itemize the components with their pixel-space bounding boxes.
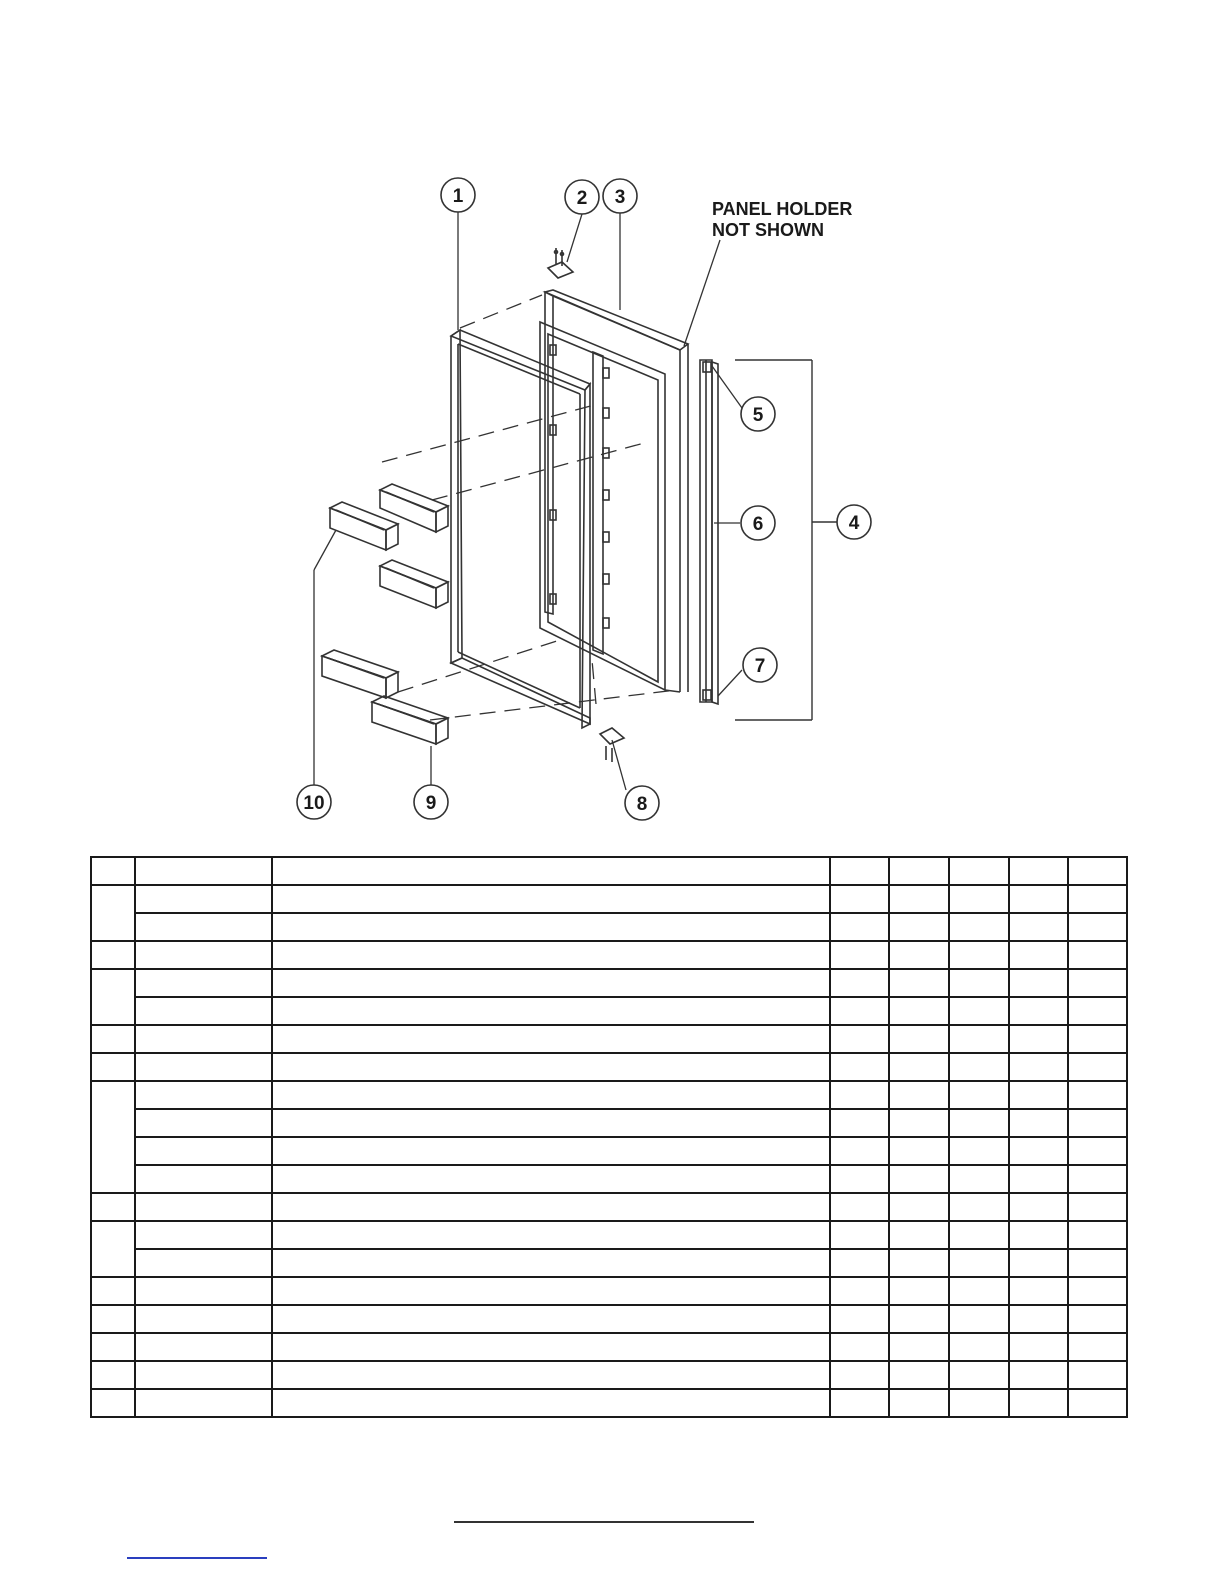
callout-label-10: 10 (303, 793, 325, 814)
table-cell (1068, 885, 1127, 913)
table-cell (1009, 1389, 1068, 1417)
table-cell (272, 997, 830, 1025)
callout-label-1: 1 (452, 186, 464, 207)
bottom-hinge (600, 728, 624, 762)
table-cell (889, 1193, 949, 1221)
table-cell (949, 1333, 1009, 1361)
top-hinge (548, 248, 573, 278)
table-cell (135, 969, 272, 997)
table-header-cell (1009, 857, 1068, 885)
table-cell (1068, 913, 1127, 941)
table-cell (949, 913, 1009, 941)
table-cell (830, 1137, 889, 1165)
table-cell-item-number (91, 941, 135, 969)
table-cell (949, 1025, 1009, 1053)
table-cell (830, 1193, 889, 1221)
table-row (91, 997, 1127, 1025)
parts-list-table (90, 856, 1128, 1418)
table-cell (889, 1221, 949, 1249)
table-cell (135, 1277, 272, 1305)
table-cell (949, 1081, 1009, 1109)
table-cell (1009, 1165, 1068, 1193)
table-cell (889, 1361, 949, 1389)
table-cell (272, 1361, 830, 1389)
table-cell (1009, 997, 1068, 1025)
callout-label-6: 6 (752, 514, 764, 535)
table-cell (272, 1109, 830, 1137)
table-cell (1068, 1025, 1127, 1053)
door-bin-middle (380, 560, 448, 608)
table-row (91, 1025, 1127, 1053)
callout-label-7: 7 (754, 656, 766, 677)
table-cell (830, 1277, 889, 1305)
table-cell (949, 969, 1009, 997)
table-cell (949, 1277, 1009, 1305)
table-cell (1068, 1305, 1127, 1333)
door-bin-upper-left (330, 502, 398, 550)
callout-label-9: 9 (425, 793, 437, 814)
table-cell (1068, 969, 1127, 997)
table-cell-item-number (91, 1333, 135, 1361)
table-cell (135, 1221, 272, 1249)
table-cell (1068, 1137, 1127, 1165)
table-cell-item-number (91, 1277, 135, 1305)
table-cell (949, 1109, 1009, 1137)
table-cell (889, 1389, 949, 1417)
table-cell (1068, 1193, 1127, 1221)
parts-table-body (91, 857, 1127, 1417)
table-cell (1009, 1249, 1068, 1277)
table-cell (272, 1249, 830, 1277)
table-cell (135, 1193, 272, 1221)
door-bin-lower-left (322, 650, 398, 698)
table-cell (830, 1165, 889, 1193)
table-cell (272, 1277, 830, 1305)
table-cell (949, 885, 1009, 913)
table-cell (135, 1109, 272, 1137)
table-cell (272, 969, 830, 997)
table-cell (1009, 1277, 1068, 1305)
table-cell (1068, 1221, 1127, 1249)
table-header-row (91, 857, 1127, 885)
table-cell (1068, 1249, 1127, 1277)
table-cell (272, 1053, 830, 1081)
table-row (91, 1249, 1127, 1277)
table-cell (889, 1305, 949, 1333)
table-cell (889, 1137, 949, 1165)
table-cell (1009, 1193, 1068, 1221)
table-cell (830, 1333, 889, 1361)
table-cell-item-number (91, 885, 135, 941)
table-row (91, 1137, 1127, 1165)
table-cell (135, 997, 272, 1025)
table-cell (830, 941, 889, 969)
table-row (91, 1221, 1127, 1249)
table-cell (949, 1361, 1009, 1389)
table-cell (272, 913, 830, 941)
table-cell (949, 941, 1009, 969)
table-cell (1068, 1333, 1127, 1361)
table-cell (272, 941, 830, 969)
table-cell (889, 1165, 949, 1193)
table-cell (135, 1025, 272, 1053)
table-cell (135, 1137, 272, 1165)
table-cell (1009, 885, 1068, 913)
table-cell (889, 885, 949, 913)
table-cell (1009, 1333, 1068, 1361)
callout-label-4: 4 (848, 513, 860, 534)
table-header-cell (830, 857, 889, 885)
table-cell (949, 1249, 1009, 1277)
table-row (91, 885, 1127, 913)
table-cell (272, 1193, 830, 1221)
table-cell (949, 1193, 1009, 1221)
table-cell (830, 885, 889, 913)
table-row (91, 1165, 1127, 1193)
table-cell (135, 1165, 272, 1193)
table-cell (135, 1389, 272, 1417)
table-cell (1068, 1277, 1127, 1305)
table-cell (1068, 1165, 1127, 1193)
table-cell (1009, 969, 1068, 997)
footer-rule (454, 1521, 754, 1523)
table-row (91, 969, 1127, 997)
table-cell (135, 1361, 272, 1389)
table-cell-item-number (91, 1305, 135, 1333)
table-cell (1009, 1109, 1068, 1137)
table-cell-item-number (91, 1193, 135, 1221)
table-cell (830, 1305, 889, 1333)
table-cell (830, 1361, 889, 1389)
table-row (91, 1053, 1127, 1081)
table-cell (949, 1165, 1009, 1193)
table-cell (1068, 1081, 1127, 1109)
table-cell (272, 1137, 830, 1165)
table-cell (135, 1249, 272, 1277)
table-cell (1068, 1361, 1127, 1389)
table-row (91, 1305, 1127, 1333)
table-cell (272, 1025, 830, 1053)
inner-door-liner (540, 290, 688, 692)
table-row (91, 1193, 1127, 1221)
table-cell (889, 1081, 949, 1109)
note-line-1: PANEL HOLDER (712, 199, 853, 219)
table-cell (949, 1137, 1009, 1165)
table-cell (1068, 1109, 1127, 1137)
table-cell (1009, 913, 1068, 941)
table-cell (1068, 997, 1127, 1025)
table-cell (889, 1109, 949, 1137)
table-cell (272, 1333, 830, 1361)
table-cell (272, 1165, 830, 1193)
table-cell (830, 1221, 889, 1249)
footer-link-underline[interactable] (127, 1557, 267, 1559)
table-header-cell (272, 857, 830, 885)
table-cell (135, 913, 272, 941)
table-row (91, 1277, 1127, 1305)
table-header-cell (889, 857, 949, 885)
table-cell (135, 1333, 272, 1361)
table-row (91, 1109, 1127, 1137)
table-cell (889, 969, 949, 997)
table-cell (949, 1305, 1009, 1333)
table-cell (889, 997, 949, 1025)
table-cell (272, 1221, 830, 1249)
table-cell (135, 1053, 272, 1081)
table-cell (135, 885, 272, 913)
table-cell-item-number (91, 1389, 135, 1417)
table-cell (830, 997, 889, 1025)
callout-label-8: 8 (636, 794, 648, 815)
callout-label-3: 3 (614, 187, 626, 208)
table-row (91, 1389, 1127, 1417)
table-row (91, 1333, 1127, 1361)
table-cell-item-number (91, 969, 135, 1025)
table-cell (889, 913, 949, 941)
table-cell (949, 997, 1009, 1025)
table-cell (1068, 941, 1127, 969)
table-cell (949, 1221, 1009, 1249)
table-cell (1009, 1025, 1068, 1053)
table-cell (272, 1305, 830, 1333)
table-header-cell (135, 857, 272, 885)
table-cell (1009, 1221, 1068, 1249)
table-cell (830, 1053, 889, 1081)
table-row (91, 1361, 1127, 1389)
table-cell-item-number (91, 1053, 135, 1081)
callout-label-5: 5 (752, 405, 764, 426)
table-header-cell (949, 857, 1009, 885)
table-cell (135, 1081, 272, 1109)
note-line-2: NOT SHOWN (712, 220, 824, 240)
table-cell (889, 941, 949, 969)
table-cell (830, 1389, 889, 1417)
table-cell (830, 1249, 889, 1277)
table-cell (830, 1081, 889, 1109)
table-cell (830, 913, 889, 941)
table-cell (889, 1333, 949, 1361)
callout-label-2: 2 (576, 188, 588, 209)
table-cell (830, 1025, 889, 1053)
table-cell (889, 1053, 949, 1081)
table-cell (272, 885, 830, 913)
table-cell-item-number (91, 1361, 135, 1389)
door-bin-upper-right (380, 484, 448, 532)
table-header-cell (1068, 857, 1127, 885)
table-cell (272, 1081, 830, 1109)
table-header-cell (91, 857, 135, 885)
table-cell (135, 1305, 272, 1333)
table-cell (830, 1109, 889, 1137)
door-panel-edge (700, 360, 718, 704)
table-row (91, 941, 1127, 969)
table-row (91, 1081, 1127, 1109)
table-cell (1009, 1053, 1068, 1081)
table-row (91, 913, 1127, 941)
table-cell (1009, 1305, 1068, 1333)
door-bin-lower-right (372, 696, 448, 744)
table-cell (949, 1389, 1009, 1417)
table-cell (272, 1389, 830, 1417)
table-cell (1009, 941, 1068, 969)
table-cell-item-number (91, 1025, 135, 1053)
table-cell (830, 969, 889, 997)
table-cell (1068, 1389, 1127, 1417)
table-cell (1009, 1361, 1068, 1389)
table-cell (889, 1277, 949, 1305)
table-cell (949, 1053, 1009, 1081)
table-cell (889, 1249, 949, 1277)
table-cell (1009, 1137, 1068, 1165)
table-cell-item-number (91, 1221, 135, 1277)
table-cell (1009, 1081, 1068, 1109)
table-cell (1068, 1053, 1127, 1081)
table-cell (135, 941, 272, 969)
table-cell (889, 1025, 949, 1053)
table-cell-item-number (91, 1081, 135, 1193)
